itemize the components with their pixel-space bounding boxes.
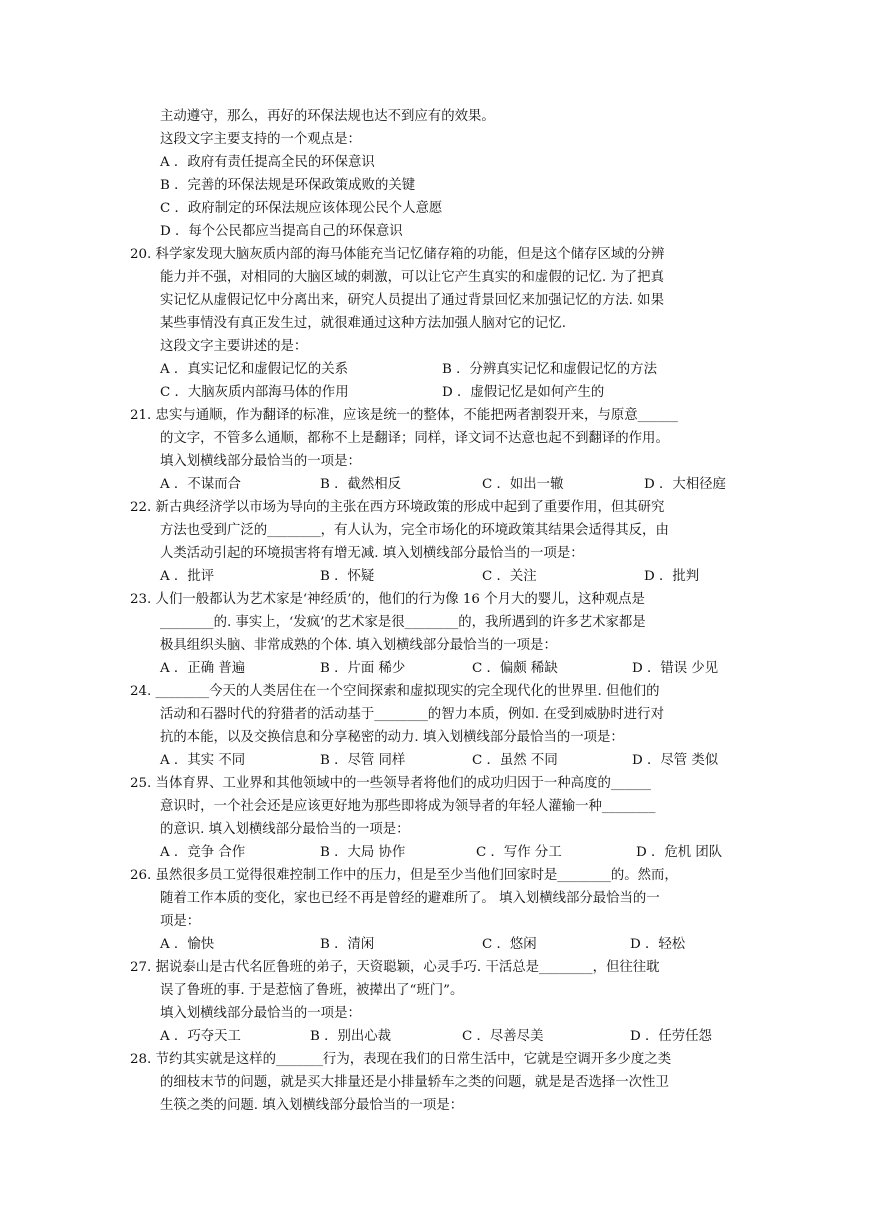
text-line: 填入划横线部分最恰当的一项是： bbox=[160, 454, 361, 469]
text-line: 28. 节约其实就是这样的_______行为，表现在我们的日常生活中，它就是空调开多少度之类 bbox=[130, 1052, 672, 1067]
text-line: 22. 新古典经济学以市场为导向的主张在西方环境政策的形成中起到了重要作用，但其研究 bbox=[130, 500, 665, 515]
text-line: 主动遵守，那么，再好的环保法规也达不到应有的效果。 bbox=[160, 109, 495, 124]
text-line: C ．政府制定的环保法规应该体现公民个人意愿 bbox=[160, 201, 443, 216]
text-line: 方法也受到广泛的________，有人认为，完全市场化的环境政策其结果会适得其反，由 bbox=[160, 523, 669, 538]
text-line: 极具组织头脑、非常成熟的个体. 填入划横线部分最恰当的一项是： bbox=[160, 638, 557, 653]
answer-option: B ．怀疑 bbox=[320, 569, 375, 584]
text-line: 的文字，不管多么通顺，都称不上是翻译；同样，译文词不达意也起不到翻译的作用。 bbox=[160, 431, 669, 446]
answer-option: B ．片面 稀少 bbox=[320, 661, 406, 676]
text-line: 25. 当体育界、工业界和其他领域中的一些领导者将他们的成功归因于一种高度的______ bbox=[130, 776, 652, 791]
answer-option: D ．错误 少见 bbox=[632, 661, 719, 676]
text-line: 填入划横线部分最恰当的一项是： bbox=[160, 1006, 361, 1021]
text-line: 实记忆从虚假记忆中分离出来，研究人员提出了通过背景回忆来加强记忆的方法. 如果 bbox=[160, 293, 664, 308]
text-line: 的细枝末节的问题，就是买大排量还是小排量轿车之类的问题，就是是否选择一次性卫 bbox=[160, 1075, 669, 1090]
text-line: B ．完善的环保法规是环保政策成败的关键 bbox=[160, 178, 416, 193]
answer-option: B ．尽管 同样 bbox=[320, 753, 406, 768]
answer-option: C ．关注 bbox=[482, 569, 537, 584]
answer-option: B ．截然相反 bbox=[320, 477, 402, 492]
answer-option: B ．清闲 bbox=[320, 937, 375, 952]
text-line: C ．大脑灰质内部海马体的作用 bbox=[160, 385, 349, 400]
text-line: 抗的本能，以及交换信息和分享秘密的动力. 填入划横线部分最恰当的一项是： bbox=[160, 730, 624, 745]
text-line: A ．真实记忆和虚假记忆的关系 bbox=[160, 362, 349, 377]
answer-option: C ．悠闲 bbox=[482, 937, 537, 952]
text-line: A ．政府有责任提高全民的环保意识 bbox=[160, 155, 375, 170]
text-line: 生筷之类的问题. 填入划横线部分最恰当的一项是： bbox=[160, 1098, 464, 1113]
answer-option: C ．尽善尽美 bbox=[462, 1029, 544, 1044]
text-line: 活动和石器时代的狩猎者的活动基于________的智力本质，例如. 在受到威胁时进行对 bbox=[160, 707, 664, 722]
answer-option: D ．轻松 bbox=[630, 937, 686, 952]
answer-option: C ．偏颇 稀缺 bbox=[472, 661, 558, 676]
text-line: 20. 科学家发现大脑灰质内部的海马体能充当记忆储存箱的功能，但是这个储存区域的分辨 bbox=[130, 247, 665, 262]
text-line: 误了鲁班的事. 于是惹恼了鲁班，被撵出了“班门”。 bbox=[160, 983, 464, 998]
text-line: 这段文字主要支持的一个观点是： bbox=[160, 132, 361, 147]
answer-option: A ．不谋而合 bbox=[160, 477, 241, 492]
text-line: 随着工作本质的变化，家也已经不再是曾经的避难所了。 填入划横线部分最恰当的一 bbox=[160, 891, 660, 906]
text-line: 23. 人们一般都认为艺术家是‘神经质’的，他们的行为像 16 个月大的婴儿，这种观点是 bbox=[130, 592, 645, 607]
answer-option: D ．批判 bbox=[644, 569, 700, 584]
answer-option: A ．正确 普遍 bbox=[160, 661, 246, 676]
answer-option: C ．写作 分工 bbox=[476, 845, 562, 860]
answer-option: B ．大局 协作 bbox=[320, 845, 406, 860]
text-line: 21. 忠实与通顺，作为翻译的标准，应该是统一的整体，不能把两者割裂开来，与原意______ bbox=[130, 408, 678, 423]
text-line: 人类活动引起的环境损害将有增无减. 填入划横线部分最恰当的一项是： bbox=[160, 546, 584, 561]
answer-option: D ．危机 团队 bbox=[636, 845, 723, 860]
answer-option: D ．尽管 类似 bbox=[632, 753, 719, 768]
text-line: B ．分辨真实记忆和虚假记忆的方法 bbox=[442, 362, 657, 377]
answer-option: A ．其实 不同 bbox=[160, 753, 246, 768]
text-line: 这段文字主要讲述的是： bbox=[160, 339, 308, 354]
answer-option: B ．别出心裁 bbox=[310, 1029, 392, 1044]
answer-option: A ．巧夺天工 bbox=[160, 1029, 241, 1044]
text-line: 项是： bbox=[160, 914, 201, 929]
text-line: 能力并不强，对相同的大脑区域的刺激，可以让它产生真实的和虚假的记忆. 为了把真 bbox=[160, 270, 664, 285]
answer-option: D ．任劳任怨 bbox=[630, 1029, 712, 1044]
text-line: 26. 虽然很多员工觉得很难控制工作中的压力，但是至少当他们回家时是________的。然而， bbox=[130, 868, 678, 883]
answer-option: C ．虽然 不同 bbox=[472, 753, 558, 768]
answer-option: A ．竞争 合作 bbox=[160, 845, 246, 860]
text-line: D ．每个公民都应当提高自己的环保意识 bbox=[160, 224, 403, 239]
text-line: ________的. 事实上，‘发疯’的艺术家是很________的，我所遇到的许多艺术家都是 bbox=[160, 615, 646, 630]
text-line: 某些事情没有真正发生过，就很难通过这种方法加强人脑对它的记忆. bbox=[160, 316, 566, 331]
text-line: 的意识. 填入划横线部分最恰当的一项是： bbox=[160, 822, 410, 837]
text-line: 24. ________今天的人类居住在一个空间探索和虚拟现实的完全现代化的世界里. 但他们的 bbox=[130, 684, 660, 699]
text-line: D ．虚假记忆是如何产生的 bbox=[442, 385, 605, 400]
text-line: 27. 据说泰山是古代名匠鲁班的弟子，天资聪颖，心灵手巧. 干活总是________，但往往耽 bbox=[130, 960, 660, 975]
answer-option: A ．愉快 bbox=[160, 937, 215, 952]
answer-option: D ．大相径庭 bbox=[644, 477, 726, 492]
answer-option: A ．批评 bbox=[160, 569, 215, 584]
text-line: 意识时，一个社会还是应该更好地为那些即将成为领导者的年轻人灌输一种________ bbox=[160, 799, 656, 814]
answer-option: C ．如出一辙 bbox=[482, 477, 564, 492]
